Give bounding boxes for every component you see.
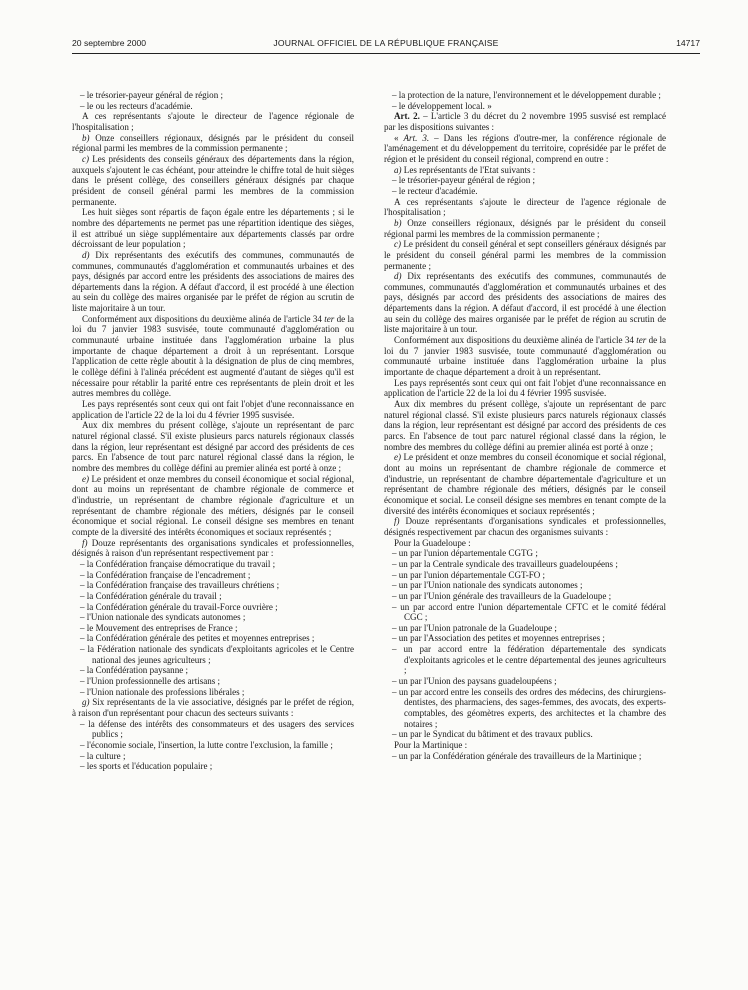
article-text: – Dans les régions d'outre-mer, la conférence régionale de l'aménagement et du développement du territoire, coprésidée par le préfet de région et le président du conseil régional, comprend en outre : — [384, 132, 666, 164]
list-item: – un par l'Association des petites et moyennes entreprises ; — [392, 633, 605, 644]
item-text: Onze conseillers régionaux, désignés par le président du conseil régional parmi les membres de la commission permanente ; — [384, 217, 666, 239]
item-label: g) — [82, 697, 90, 708]
item-text: Douze représentants d'organisations syndicales et professionnelles, désignés respectivement par chacun des organismes suivants : — [384, 516, 666, 537]
page-number: 14717 — [676, 38, 700, 48]
list-item: – un par l'Union nationale des syndicats autonomes ; — [392, 580, 583, 591]
paragraph: Les pays représentés sont ceux qui ont fait l'objet d'une reconnaissance en application de l'article 22 de la loi du 4 février 1995 susvisée. — [384, 377, 666, 399]
item-label: d) — [82, 249, 90, 260]
paragraph: A ces représentants s'ajoute le directeur de l'agence régionale de l'hospitalisation ; — [384, 196, 666, 218]
list-item: – un par accord entre la fédération départementale des syndicats d'exploitants agricoles et le centre départemental des jeunes agriculteurs ; — [392, 644, 666, 676]
paragraph: Les huit sièges sont répartis de façon égale entre les départements ; si le nombre des départements ne permet pas une répartition identique des sièges, il est attribué un siège supplémentaire aux départements classés par ordre décroissant de leur population ; — [72, 207, 354, 250]
list-item: – le recteur d'académie. — [392, 185, 478, 196]
list-item: – un par l'Union générale des travailleurs de la Guadeloupe ; — [392, 590, 612, 601]
list-item: – la défense des intérêts des consommateurs et des usagers des services publics ; — [80, 718, 354, 740]
paragraph-f — [384, 516, 666, 537]
list-item: – la Confédération française des travailleurs chrétiens ; — [80, 580, 280, 591]
journal-title: JOURNAL OFFICIEL DE LA RÉPUBLIQUE FRANÇAISE — [273, 38, 499, 48]
paragraph — [72, 314, 354, 399]
paragraph-f — [72, 538, 354, 559]
list-item: – un par accord entre les conseils des ordres des médecins, des chirurgiens-dentistes, des pharmaciens, des sages-femmes, des avocats, des experts-comptables, des géomètres experts, des architectes et la chambre des notaires ; — [392, 686, 666, 729]
item-text: Dix représentants des exécutifs des communes, communautés de communes, communautés d'agglomération et communautés urbaines et des pays, désignés par accord entre les présidents des associations de maires des départements dans la région. A défaut d'accord, il est procédé à une élection au sein du collège des maires organisée par le préfet de région au scrutin de liste majoritaire à un tour. — [72, 249, 354, 314]
list-item: – la Fédération nationale des syndicats d'exploitants agricoles et le Centre national des jeunes agriculteurs ; — [80, 644, 354, 665]
paragraph: Les pays représentés sont ceux qui ont fait l'objet d'une reconnaissance en application de l'article 22 de la loi du 4 février 1995 susvisée. — [72, 399, 354, 420]
item-text: Les représentants de l'Etat suivants : — [401, 164, 536, 175]
item-text: Le président du conseil général et sept conseillers généraux désignés par le président du conseil général parmi les membres de la commission permanente ; — [384, 239, 666, 271]
list-item: – la Confédération française de l'encadrement ; — [80, 569, 251, 580]
paragraph-d — [72, 250, 354, 314]
list-item: – la protection de la nature, l'environnement et le développement durable ; — [392, 90, 661, 100]
item-label: e) — [394, 452, 402, 463]
article-label: Art. 2. — [394, 111, 420, 122]
text: Conformément aux dispositions du deuxième alinéa de l'article 34 — [394, 335, 637, 346]
item-label: f) — [82, 537, 88, 548]
list-item: – un par la Centrale syndicale des travailleurs guadeloupéens ; — [392, 558, 618, 569]
item-text: Douze représentants des organisations syndicales et professionnelles, désignés à raison d'un représentant respectivement par : — [72, 537, 354, 559]
text-ter: ter — [636, 335, 647, 346]
article-label: Art. 3. — [403, 132, 430, 143]
item-label: e) — [82, 473, 90, 484]
list-item: – le développement local. » — [392, 100, 492, 111]
item-label: b) — [82, 132, 90, 143]
page-header — [72, 38, 700, 52]
list-item: – l'Union nationale des professions libérales ; — [80, 686, 245, 697]
item-label: a) — [394, 164, 402, 175]
item-text: Le président et onze membres du conseil économique et social régional, dont au moins un représentant de chambre régionale de commerce et d'industrie, un représentant de chambre régionale d'agriculture et un représentant de chambre régionale des métiers, désignés par le conseil économique et social régional. Le conseil désigne ses membres en tenant compte de la diversité des intérêts économiques et sociaux représentés ; — [72, 473, 354, 537]
list-item: – un par l'union départementale CGTG ; — [392, 548, 538, 559]
paragraph-b — [72, 133, 354, 154]
right-column — [384, 90, 666, 761]
list-item: – l'Union nationale des syndicats autonomes ; — [80, 612, 246, 623]
list-item: – un par l'union départementale CGT-FO ; — [392, 569, 546, 580]
text-ter: ter — [324, 313, 335, 324]
paragraph-e — [384, 452, 666, 516]
article-text: – L'article 3 du décret du 2 novembre 1995 susvisé est remplacé par les dispositions suivantes : — [384, 111, 666, 132]
list-item: – la Confédération paysanne ; — [80, 665, 189, 676]
paragraph-e — [72, 474, 354, 538]
item-label: f) — [394, 516, 400, 527]
item-text: Les présidents des conseils généraux des départements dans la région, auxquels s'ajoutent le cas échéant, pour atteindre le chiffre total de huit sièges dans le présent collège, des conseillers généraux désignés par chaque président de conseil général parmi les membres de la commission permanente. — [72, 153, 354, 207]
list-item: – le trésorier-payeur général de région ; — [80, 90, 223, 100]
text: de la loi du 7 janvier 1983 susvisée, toute communauté d'agglomération ou communauté urbaine instituée dans l'agglomération urbaine la plus importante de chaque département a droit à un représentant. — [384, 335, 666, 378]
article-3 — [384, 133, 666, 165]
paragraph-b — [384, 218, 666, 239]
paragraph: Aux dix membres du présent collège, s'ajoute un représentant de parc naturel régional classé. S'il existe plusieurs parcs naturels régionaux classés dans la région, leur représentant est désigné par accord des présidents de ces parcs. En l'absence de tout parc naturel régional classé dans la région, le nombre des membres du collège défini au premier alinéa est porté à onze ; — [72, 420, 354, 473]
paragraph-d — [384, 271, 666, 335]
list-item: – la Confédération générale des petites et moyennes entreprises ; — [80, 633, 315, 644]
item-label: c) — [394, 239, 402, 250]
list-item: – les sports et l'éducation populaire ; — [80, 761, 213, 772]
paragraph-g — [72, 697, 354, 718]
item-text: Six représentants de la vie associative, désignés par le préfet de région, à raison d'un représentant pour chacun des secteurs suivants : — [72, 697, 354, 719]
item-label: d) — [394, 271, 402, 282]
list-item: – l'économie sociale, l'insertion, la lutte contre l'exclusion, la famille ; — [80, 740, 333, 751]
list-item: – le trésorier-payeur général de région ; — [392, 175, 535, 186]
list-item: – la Confédération générale du travail ; — [80, 590, 222, 601]
list-item: – la Confédération générale du travail-Force ouvrière ; — [80, 601, 278, 612]
list-item: – l'Union professionnelle des artisans ; — [80, 676, 221, 687]
list-item: – un par le Syndicat du bâtiment et des travaux publics. — [392, 729, 593, 740]
list-item: – la Confédération française démocratique du travail ; — [80, 558, 276, 569]
item-label: c) — [82, 153, 90, 164]
list-item: – un par accord entre l'union départementale CFTC et le comité fédéral CGC ; — [392, 601, 666, 623]
text: Conformément aux dispositions du deuxième alinéa de l'article 34 — [82, 313, 325, 324]
list-item: – la culture ; — [80, 750, 126, 761]
paragraph-c — [72, 154, 354, 207]
paragraph-a — [384, 165, 666, 176]
list-item: – le ou les recteurs d'académie. — [80, 100, 193, 111]
item-text: Onze conseillers régionaux, désignés par le président du conseil régional parmi les membres de la commission permanente ; — [72, 132, 354, 154]
list-item: – un par l'Union des paysans guadeloupéens ; — [392, 676, 557, 687]
item-text: Le président et onze membres du conseil économique et social régional, dont au moins un représentant de chambre régionale de commerce et d'industrie, un représentant de chambre départementale d'agriculture et un représentant de chambre régionale des métiers, désignés par le conseil économique et social. Le conseil désigne ses membres en tenant compte de la diversité des intérêts économiques et sociaux représentés ; — [384, 452, 666, 516]
region-heading: Pour la Guadeloupe : — [394, 537, 471, 548]
list-item: – un par la Confédération générale des travailleurs de la Martinique ; — [392, 750, 642, 761]
quote-open: « — [394, 132, 404, 143]
item-text: Dix représentants des exécutifs des communes, communautés de communes, communautés d'agglomération et communautés urbaines et des pays, désignés par accord des présidents des associations de maires des départements dans la région. A défaut d'accord, il est procédé à une élection au sein du collège des maires organisée par le préfet de région au scrutin de liste majoritaire à un tour. — [384, 271, 666, 335]
left-column — [72, 90, 354, 772]
paragraph: A ces représentants s'ajoute le directeur de l'agence régionale de l'hospitalisation ; — [72, 111, 354, 132]
article-2 — [384, 111, 666, 132]
item-label: b) — [394, 217, 402, 228]
region-heading: Pour la Martinique : — [394, 740, 468, 751]
list-item: – un par l'Union patronale de la Guadeloupe ; — [392, 622, 557, 633]
header-rule — [72, 53, 700, 54]
header-date: 20 septembre 2000 — [72, 38, 147, 48]
paragraph — [384, 335, 666, 378]
list-item: – le Mouvement des entreprises de France ; — [80, 622, 238, 633]
paragraph-c — [384, 239, 666, 271]
text: de la loi du 7 janvier 1983 susvisée, toute communauté d'agglomération ou communauté urbaine instituée dans l'agglomération urbaine la plus importante de chaque département a droit à un représentant. Lorsque l'application de cette règle aboutit à la désignation de plus de cinq membres, le collège défini à l'alinéa précédent est augmenté d'autant de sièges qu'il est nécessaire pour rétablir la parité entre ces représentants de plein droit et les autres membres du collège. — [72, 313, 354, 399]
paragraph: Aux dix membres du présent collège, s'ajoute un représentant de parc naturel régional classé. S'il existe plusieurs parcs naturels régionaux classés dans la région, leur représentant est désigné par accord des présidents de ces parcs. En l'absence de tout parc naturel régional classé dans la région, le nombre des membres du collège défini au premier alinéa est porté à onze ; — [384, 399, 666, 452]
